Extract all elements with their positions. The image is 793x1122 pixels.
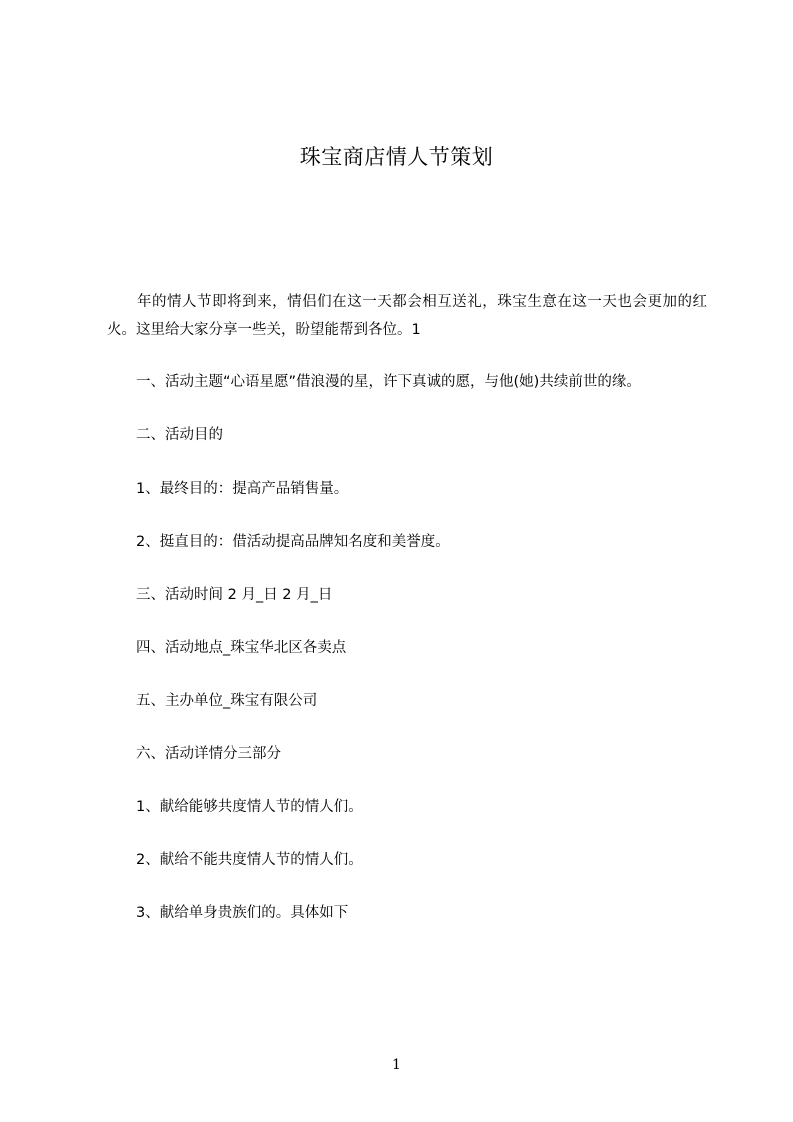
intro-paragraph: 年的情人节即将到来，情侣们在这一天都会相互送礼，珠宝生意在这一天也会更加的红火。这里给大家分享一些关，盼望能帮到各位。1 — [107, 294, 707, 338]
section-theme: 一、活动主题“心语星愿”借浪漫的星，许下真诚的愿，与他(她)共续前世的缘。 — [136, 374, 641, 390]
purpose-item-2: 2、挺直目的：借活动提高品牌知名度和美誉度。 — [136, 534, 450, 550]
section-purpose-heading: 二、活动目的 — [136, 427, 223, 443]
purpose-item-1: 1、最终目的：提高产品销售量。 — [136, 481, 349, 497]
section-details-heading: 六、活动详情分三部分 — [136, 746, 281, 762]
section-organizer: 五、主办单位_珠宝有限公司 — [136, 693, 318, 709]
document-title: 珠宝商店情人节策划 — [299, 145, 494, 169]
details-item-2: 2、献给不能共度情人节的情人们。 — [136, 852, 363, 868]
section-location: 四、活动地点_珠宝华北区各卖点 — [136, 640, 347, 656]
details-item-3: 3、献给单身贵族们的。具体如下 — [136, 905, 349, 921]
section-time: 三、活动时间 2 月_日 2 月_日 — [136, 587, 333, 603]
page-number: 1 — [392, 1057, 401, 1073]
details-item-1: 1、献给能够共度情人节的情人们。 — [136, 799, 363, 815]
